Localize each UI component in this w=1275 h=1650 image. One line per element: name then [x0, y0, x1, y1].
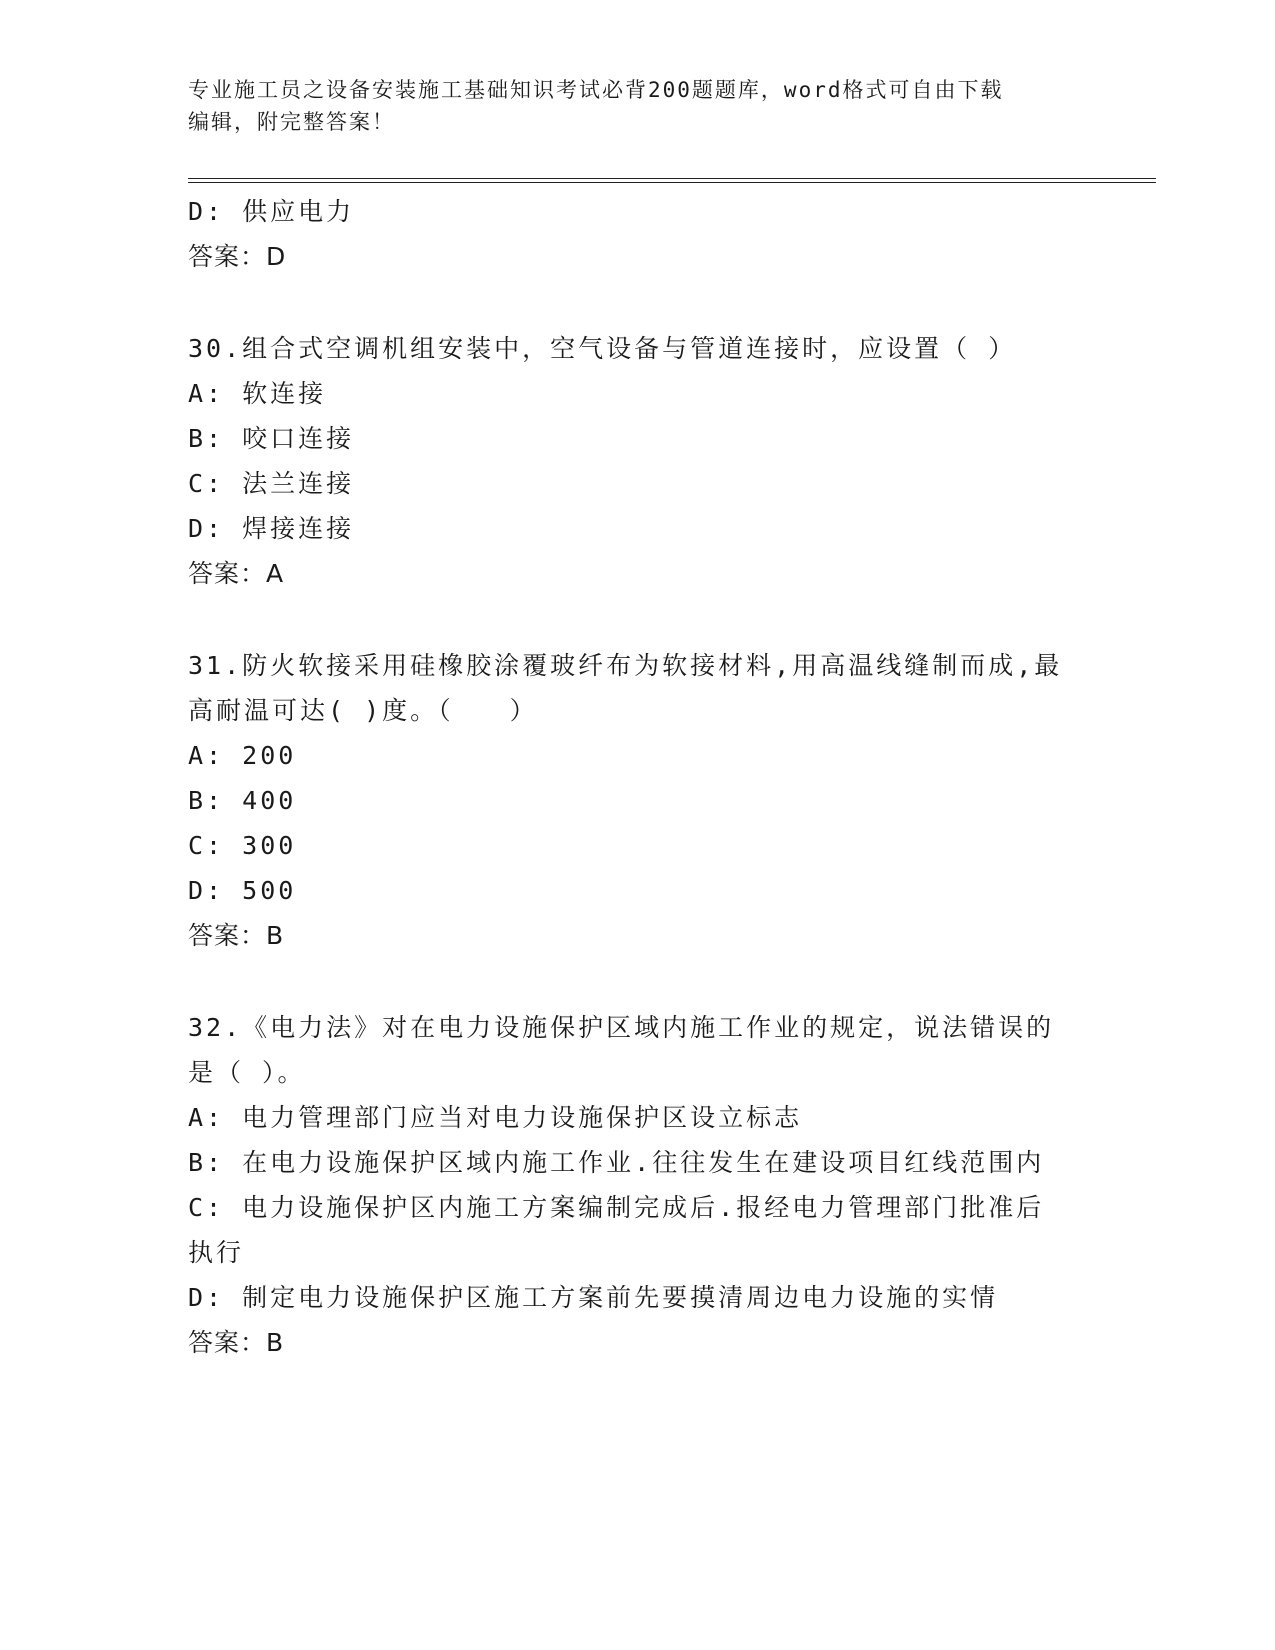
question-stem-line-1: 32.《电力法》对在电力设施保护区域内施工作业的规定，说法错误的: [188, 1013, 1055, 1042]
option-b: B: 在电力设施保护区域内施工作业.往往发生在建设项目红线范围内: [188, 1148, 1045, 1177]
question-stem-line-2: 是（ ）。: [188, 1058, 306, 1087]
question-stem: 30.组合式空调机组安装中，空气设备与管道连接时，应设置（ ）: [188, 334, 1017, 363]
header-rule-top: [188, 178, 1156, 179]
option-d: D: 焊接连接: [188, 514, 355, 543]
option-a: A: 电力管理部门应当对电力设施保护区设立标志: [188, 1103, 803, 1132]
option-b: B: 咬口连接: [188, 424, 355, 453]
document-header: [188, 74, 1068, 138]
header-rule-bottom: [188, 182, 1156, 183]
option-d: D: 供应电力: [188, 197, 355, 226]
question-32: [188, 1005, 1088, 1365]
option-a: A: 软连接: [188, 379, 327, 408]
option-a: A: 200: [188, 741, 297, 770]
header-title-line-1: 专业施工员之设备安装施工基础知识考试必背200题题库，word格式可自由下载: [188, 78, 1004, 102]
answer-line: 答案：D: [188, 242, 287, 271]
question-stem-line-2: 高耐温可达( )度。（ ）: [188, 696, 538, 725]
question-30: [188, 326, 1088, 596]
question-stem-line-1: 31.防火软接采用硅橡胶涂覆玻纤布为软接材料,用高温线缝制而成,最: [188, 651, 1063, 680]
option-c: C: 法兰连接: [188, 469, 355, 498]
answer-line: 答案：B: [188, 1328, 285, 1357]
option-c: C: 300: [188, 831, 297, 860]
question-31: [188, 643, 1088, 958]
option-b: B: 400: [188, 786, 297, 815]
option-d: D: 制定电力设施保护区施工方案前先要摸清周边电力设施的实情: [188, 1283, 999, 1312]
previous-question-tail: [188, 189, 1088, 279]
option-d: D: 500: [188, 876, 297, 905]
option-c: C: 电力设施保护区内施工方案编制完成后.报经电力管理部门批准后: [188, 1193, 1045, 1222]
answer-line: 答案：B: [188, 921, 285, 950]
header-title-line-2: 编辑，附完整答案！: [188, 110, 395, 134]
question-list: [188, 189, 1088, 1365]
option-c-continuation: 执行: [188, 1238, 245, 1267]
answer-line: 答案：A: [188, 559, 285, 588]
